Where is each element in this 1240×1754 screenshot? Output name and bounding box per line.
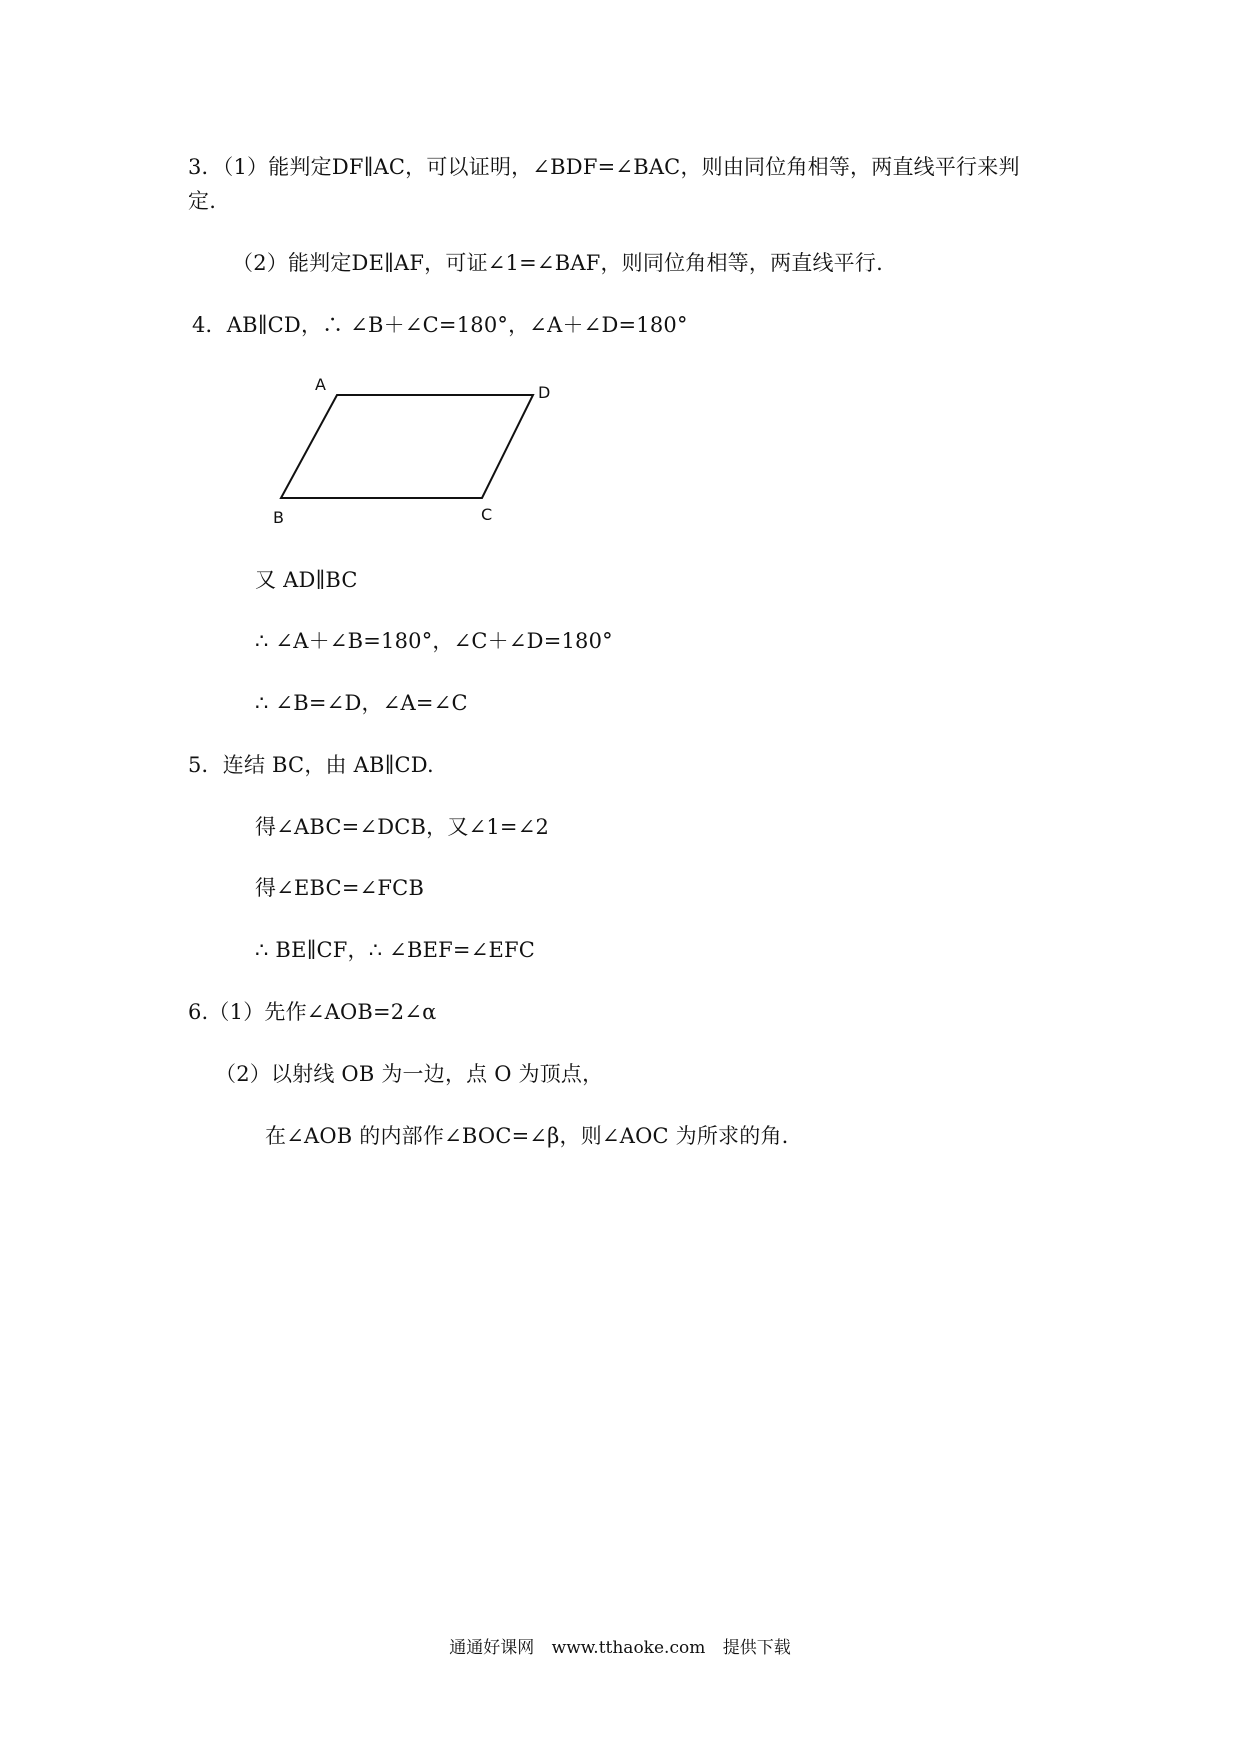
- parallelogram-shape: [281, 395, 533, 498]
- q5-line-1: 5．连结 BC，由 AB∥CD.: [188, 753, 434, 777]
- q4-line-4: ∴ ∠B=∠D，∠A=∠C: [255, 691, 468, 715]
- footer-download-text: 提供下载: [722, 1638, 791, 1658]
- q5-line-4: ∴ BE∥CF，∴ ∠BEF=∠EFC: [255, 938, 536, 962]
- vertex-label-b: B: [273, 508, 284, 527]
- vertex-label-d: D: [538, 383, 551, 402]
- q3-line-2: 定.: [188, 189, 217, 213]
- vertex-label-c: C: [481, 505, 493, 524]
- parallelogram-diagram: [265, 370, 565, 530]
- q3-part-2: （2）能判定DE∥AF，可证∠1=∠BAF，则同位角相等，两直线平行.: [232, 251, 883, 275]
- footer-site-url: www.tthaoke.com: [551, 1638, 706, 1658]
- q4-line-2: 又 AD∥BC: [255, 568, 358, 592]
- q4-line-3: ∴ ∠A＋∠B=180°，∠C＋∠D=180°: [255, 629, 613, 653]
- q5-line-2: 得∠ABC=∠DCB，又∠1=∠2: [255, 815, 550, 839]
- parallelogram-figure: [265, 370, 565, 530]
- q6-line-1: 6.（1）先作∠AOB=2∠α: [188, 1000, 437, 1024]
- q3-line-1: 3．（1）能判定DF∥AC，可以证明，∠BDF=∠BAC，则由同位角相等，两直线平行来判: [188, 155, 1020, 179]
- vertex-label-a: A: [315, 375, 326, 394]
- footer-site-name: 通通好课网: [449, 1638, 535, 1658]
- page-footer: [0, 1637, 1240, 1659]
- q5-line-3: 得∠EBC=∠FCB: [255, 876, 425, 900]
- q6-line-2: （2）以射线 OB 为一边，点 O 为顶点，: [215, 1062, 604, 1086]
- q6-line-3: 在∠AOB 的内部作∠BOC=∠β，则∠AOC 为所求的角.: [265, 1124, 789, 1148]
- q4-line-1: 4．AB∥CD，∴ ∠B＋∠C=180°，∠A＋∠D=180°: [192, 313, 688, 337]
